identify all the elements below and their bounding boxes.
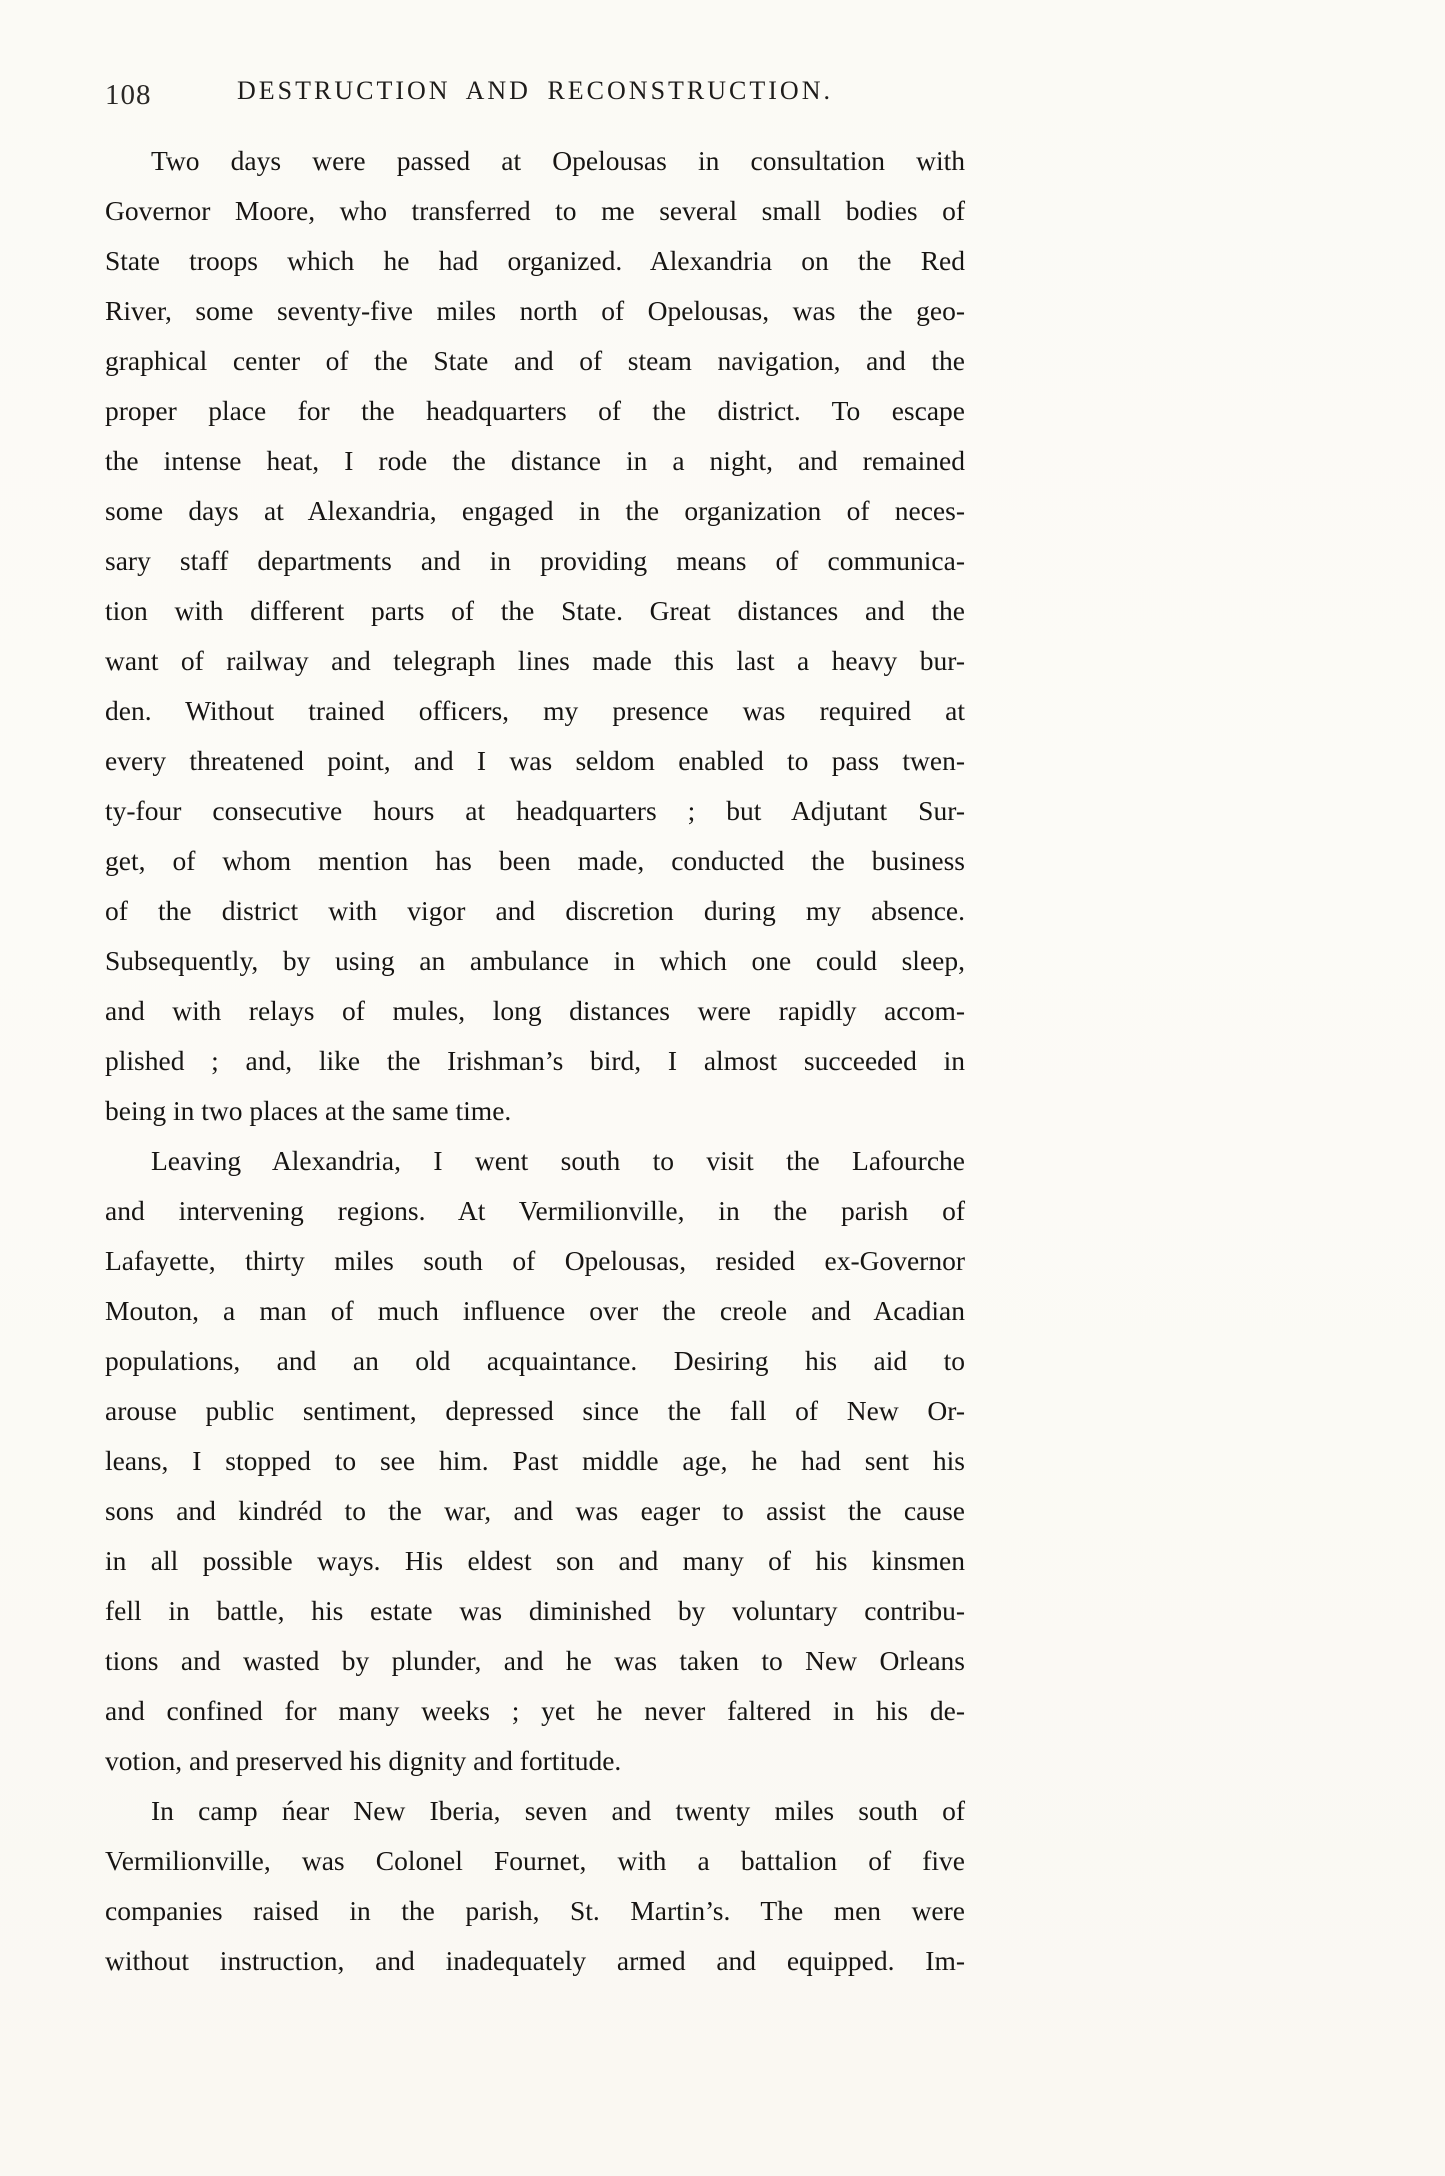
text-line: ty-four consecutive hours at headquarters ; but Adjutant Sur- bbox=[105, 795, 965, 826]
text-line: and confined for many weeks ; yet he never faltered in his de- bbox=[105, 1695, 965, 1726]
page-number: 108 bbox=[105, 79, 152, 111]
text-line: get, of whom mention has been made, conducted the business bbox=[105, 845, 965, 876]
text-line: in all possible ways. His eldest son and many of his kinsmen bbox=[105, 1545, 965, 1576]
text-line: proper place for the headquarters of the district. To escape bbox=[105, 395, 965, 426]
text-line: populations, and an old acquaintance. Desiring his aid to bbox=[105, 1345, 965, 1376]
text-line: State troops which he had organized. Alexandria on the Red bbox=[105, 245, 965, 276]
text-line: sons and kindréd to the war, and was eager to assist the cause bbox=[105, 1495, 965, 1526]
text-line: leans, I stopped to see him. Past middle age, he had sent his bbox=[105, 1445, 965, 1476]
page-header bbox=[105, 76, 965, 118]
text-line: without instruction, and inadequately armed and equipped. Im- bbox=[105, 1945, 965, 1976]
text-line: tions and wasted by plunder, and he was taken to New Orleans bbox=[105, 1645, 965, 1676]
text-line: every threatened point, and I was seldom enabled to pass twen- bbox=[105, 745, 965, 776]
text-line: plished ; and, like the Irishman’s bird, I almost succeeded in bbox=[105, 1045, 965, 1076]
text-line: graphical center of the State and of steam navigation, and the bbox=[105, 345, 965, 376]
text-line: Lafayette, thirty miles south of Opelousas, resided ex-Governor bbox=[105, 1245, 965, 1276]
text-line: and with relays of mules, long distances were rapidly accom- bbox=[105, 995, 965, 1026]
text-line: of the district with vigor and discretion during my absence. bbox=[105, 895, 965, 926]
text-line: sary staff departments and in providing means of communica- bbox=[105, 545, 965, 576]
paragraph bbox=[105, 1136, 965, 1786]
running-title: DESTRUCTION AND RECONSTRUCTION. bbox=[237, 76, 833, 105]
text-line: the intense heat, I rode the distance in a night, and remained bbox=[105, 445, 965, 476]
text-line: Governor Moore, who transferred to me several small bodies of bbox=[105, 195, 965, 226]
text-line: River, some seventy-five miles north of Opelousas, was the geo- bbox=[105, 295, 965, 326]
text-line: Vermilionville, was Colonel Fournet, with a battalion of five bbox=[105, 1845, 965, 1876]
text-block bbox=[105, 136, 965, 1986]
text-line: being in two places at the same time. bbox=[105, 1095, 512, 1126]
text-line: Two days were passed at Opelousas in consultation with bbox=[151, 145, 965, 176]
text-line: Leaving Alexandria, I went south to visit the Lafourche bbox=[151, 1145, 965, 1176]
text-line: den. Without trained officers, my presence was required at bbox=[105, 695, 965, 726]
text-line: want of railway and telegraph lines made this last a heavy bur- bbox=[105, 645, 965, 676]
text-line: fell in battle, his estate was diminished by voluntary contribu- bbox=[105, 1595, 965, 1626]
text-line: votion, and preserved his dignity and fortitude. bbox=[105, 1745, 622, 1776]
paragraph bbox=[105, 136, 965, 1136]
text-line: companies raised in the parish, St. Martin’s. The men were bbox=[105, 1895, 965, 1926]
text-line: Subsequently, by using an ambulance in which one could sleep, bbox=[105, 945, 965, 976]
text-line: tion with different parts of the State. Great distances and the bbox=[105, 595, 965, 626]
text-line: Mouton, a man of much influence over the creole and Acadian bbox=[105, 1295, 965, 1326]
text-line: In camp ńear New Iberia, seven and twenty miles south of bbox=[151, 1795, 965, 1826]
text-line: some days at Alexandria, engaged in the organization of neces- bbox=[105, 495, 965, 526]
text-line: arouse public sentiment, depressed since the fall of New Or- bbox=[105, 1395, 965, 1426]
paragraph bbox=[105, 1786, 965, 1986]
text-line: and intervening regions. At Vermilionville, in the parish of bbox=[105, 1195, 965, 1226]
